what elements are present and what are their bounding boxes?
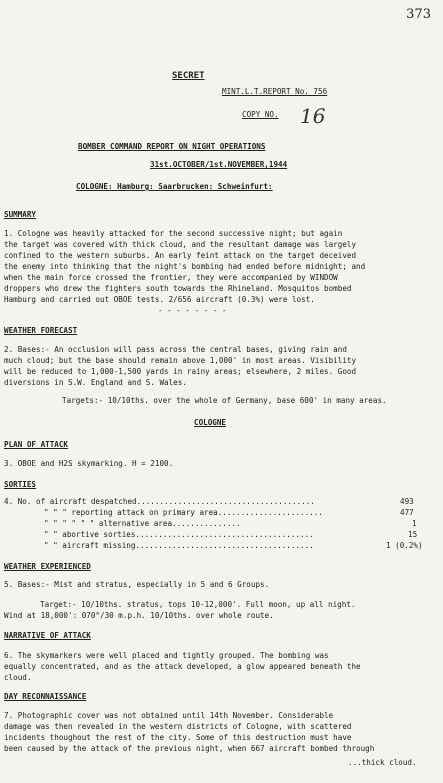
weather-experienced-wind: Wind at 18,000': 070°/30 m.p.h. 10/10ths. over whole route. (4, 611, 274, 620)
reconnaissance-line: been caused by the attack of the previous night, when 667 aircraft bombed through (4, 744, 375, 753)
report-number: MINT.L.T.REPORT No. 756 (222, 87, 328, 96)
narrative-heading: NARRATIVE OF ATTACK (4, 631, 91, 640)
report-targets: COLOGNE: Hamburg: Saarbrucken: Schweinfurt: (76, 182, 273, 191)
weather-forecast-heading: WEATHER FORECAST (4, 326, 78, 335)
sorties-row-value: 493 (400, 497, 414, 506)
summary-heading: SUMMARY (4, 210, 37, 219)
report-title: BOMBER COMMAND REPORT ON NIGHT OPERATIONS (78, 142, 266, 151)
summary-line: Hamburg and carried out OBOE tests. 2/656 aircraft (0.3%) were lost. (4, 295, 315, 304)
sorties-row-label: " " abortive sorties....................................... (44, 530, 314, 539)
weather-line: will be reduced to 1,000-1,500 yards in rainy areas; elsewhere, 2 miles. Good (4, 367, 357, 376)
section-divider: - - - - - - - - (158, 306, 227, 315)
reconnaissance-line: 7. Photographic cover was not obtained until 14th November. Considerable (4, 711, 334, 720)
reconnaissance-line: damage was then revealed in the western districts of Cologne, with scattered (4, 722, 352, 731)
continuation-line: ...thick cloud. (348, 758, 417, 767)
sorties-row-value: 1 (412, 519, 417, 528)
reconnaissance-line: incidents thoughout the rest of the city. Some of this destruction must have (4, 733, 352, 742)
narrative-line: cloud. (4, 673, 32, 682)
reconnaissance-heading: DAY RECONNAISSANCE (4, 692, 87, 701)
plan-of-attack-heading: PLAN OF ATTACK (4, 440, 69, 449)
summary-line: droppers who drew the fighters south towards the Rhineland. Mosquitos bombed (4, 284, 352, 293)
report-date: 31st.OCTOBER/1st.NOVEMBER,1944 (150, 160, 288, 169)
sorties-row-label: 4. No. of aircraft despatched....................................... (4, 497, 315, 506)
summary-line: when the main force crossed the frontier, they were accompanied by WINDOW (4, 273, 338, 282)
cologne-heading: COLOGNE (194, 418, 227, 427)
page-number: 373 (406, 7, 431, 22)
sorties-row-value: 15 (408, 530, 418, 539)
weather-experienced-target: Target:- 10/10ths. stratus, tops 10-12,000'. Full moon, up all night. (40, 600, 356, 609)
weather-targets-line: Targets:- 10/10ths. over the whole of Germany, base 600' in many areas. (62, 396, 387, 405)
sorties-row-label: " " " reporting attack on primary area....................... (44, 508, 323, 517)
plan-of-attack-line: 3. OBOE and H2S skymarking. H = 2100. (4, 459, 174, 468)
sorties-row-value: 1 (0.2%) (386, 541, 423, 550)
summary-line: the enemy into thinking that the night's bombing had ended before midnight; and (4, 262, 366, 271)
weather-line: 2. Bases:- An occlusion will pass across the central bases, giving rain and (4, 345, 347, 354)
weather-experienced-heading: WEATHER EXPERIENCED (4, 562, 91, 571)
weather-line: much cloud; but the base should remain above 1,000' in most areas. Visibility (4, 356, 357, 365)
weather-experienced-bases: 5. Bases:- Mist and stratus, especially in 5 and 6 Groups. (4, 580, 270, 589)
narrative-line: 6. The skymarkers were well placed and tightly grouped. The bombing was (4, 651, 329, 660)
summary-line: the target was covered with thick cloud, and the resultant damage was largely (4, 240, 357, 249)
classification-label: SECRET (172, 71, 205, 81)
narrative-line: equally concentrated, and as the attack developed, a glow appeared beneath the (4, 662, 361, 671)
weather-line: diversions in S.W. England and S. Wales. (4, 378, 187, 387)
sorties-row-label: " " " " " " alternative area............... (44, 519, 241, 528)
sorties-row-label: " " aircraft missing....................................... (44, 541, 314, 550)
copy-handwritten-number: 16 (300, 104, 326, 128)
summary-line: confined to the western suburbs. An early feint attack on the target deceived (4, 251, 357, 260)
copy-number: COPY NO. (242, 110, 279, 119)
summary-line: 1. Cologne was heavily attacked for the second successive night; but again (4, 229, 343, 238)
sorties-row-value: 477 (400, 508, 414, 517)
sorties-heading: SORTIES (4, 480, 37, 489)
